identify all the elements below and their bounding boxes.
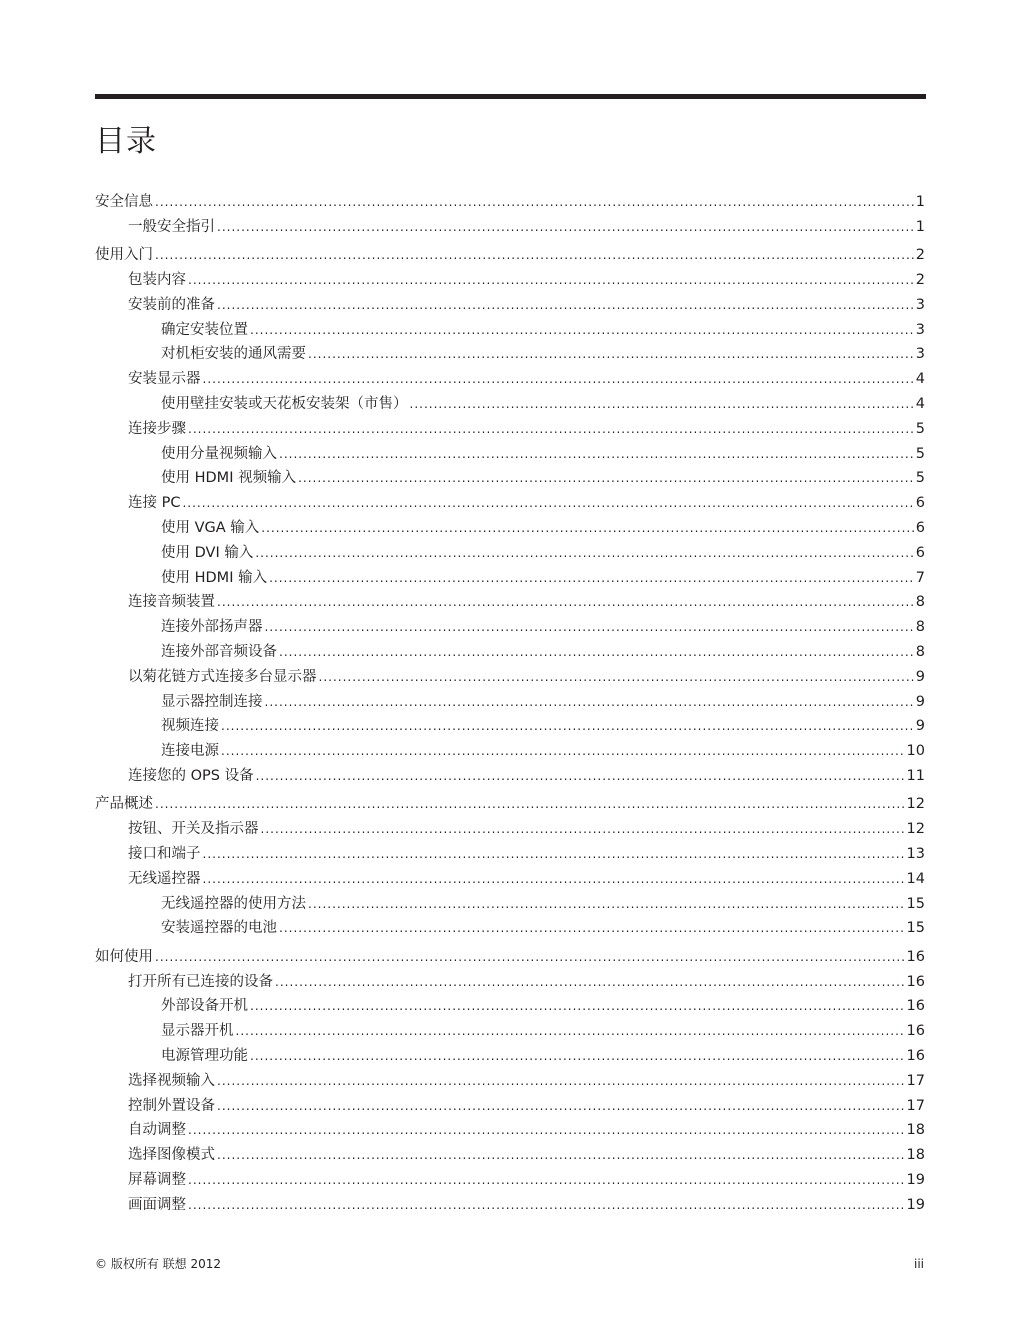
toc-entry[interactable] xyxy=(161,568,925,588)
toc-entry[interactable] xyxy=(161,468,925,488)
dot-leader xyxy=(265,617,914,637)
toc-entry-page: 16 xyxy=(906,1023,925,1040)
toc-entry-page: 16 xyxy=(906,1048,925,1064)
toc-entry-page: 2 xyxy=(915,247,925,264)
toc-entry-label: 使用 HDMI 视频输入 xyxy=(161,470,297,487)
dot-leader xyxy=(203,844,905,864)
toc-entry-label: 安全信息 xyxy=(95,194,153,210)
dot-leader xyxy=(261,518,913,538)
dot-leader xyxy=(250,996,905,1016)
footer-page-number: iii xyxy=(913,1257,924,1271)
toc-entry-label: 使用 HDMI 输入 xyxy=(161,569,268,586)
toc-entry-label: 自动调整 xyxy=(128,1122,186,1139)
toc-entry-label: 无线遥控器的使用方法 xyxy=(161,895,306,912)
toc-entry-label: 视频连接 xyxy=(161,718,219,735)
toc-entry-label: 连接音频装置 xyxy=(128,594,215,611)
toc-entry[interactable] xyxy=(161,741,925,761)
toc-entry-label: 如何使用 xyxy=(95,948,153,965)
toc-entry[interactable] xyxy=(161,543,925,563)
toc-entry-label: 连接您的 OPS 设备 xyxy=(128,768,254,784)
dot-leader xyxy=(217,217,914,237)
toc-entry[interactable] xyxy=(161,518,925,538)
toc-entry-page: 6 xyxy=(915,520,925,536)
toc-entry[interactable] xyxy=(128,1096,925,1116)
toc-entry[interactable] xyxy=(161,716,925,736)
dot-leader xyxy=(256,766,905,786)
toc-entry-page: 11 xyxy=(906,768,925,784)
toc-entry[interactable] xyxy=(128,869,925,889)
toc-entry-page: 14 xyxy=(906,870,925,887)
toc-entry-page: 19 xyxy=(906,1172,925,1188)
toc-entry-page: 5 xyxy=(915,420,925,437)
toc-entry-page: 12 xyxy=(906,796,925,813)
dot-leader xyxy=(410,394,914,414)
dot-leader xyxy=(221,741,905,761)
toc-entry-label: 按钮、开关及指示器 xyxy=(128,821,259,838)
dot-leader xyxy=(188,1195,905,1215)
toc-entry[interactable] xyxy=(128,419,925,439)
dot-leader xyxy=(217,592,914,612)
toc-entry-page: 12 xyxy=(906,821,925,838)
dot-leader xyxy=(269,568,914,588)
toc-entry-label: 选择图像模式 xyxy=(128,1147,215,1164)
dot-leader xyxy=(182,493,913,513)
toc-entry[interactable] xyxy=(161,642,925,662)
toc-entry-page: 6 xyxy=(915,544,925,561)
toc-entry-page: 4 xyxy=(915,396,925,412)
toc-entry-page: 8 xyxy=(915,644,925,660)
toc-entry-page: 8 xyxy=(915,619,925,636)
toc-entry-page: 3 xyxy=(915,346,925,363)
toc-entry-page: 15 xyxy=(906,920,925,937)
toc-entry[interactable] xyxy=(95,794,925,814)
toc-entry-page: 10 xyxy=(906,743,925,760)
dot-leader xyxy=(217,1096,905,1116)
toc-entry-page: 16 xyxy=(906,998,925,1015)
toc-entry-label: 使用 DVI 输入 xyxy=(161,544,254,561)
toc-entry[interactable] xyxy=(128,844,925,864)
toc-entry[interactable] xyxy=(95,947,925,967)
toc-entry[interactable] xyxy=(161,617,925,637)
toc-entry-label: 使用入门 xyxy=(95,247,153,264)
toc-entry[interactable] xyxy=(161,1046,925,1066)
dot-leader xyxy=(308,894,905,914)
dot-leader xyxy=(155,192,914,212)
toc-entry-label: 选择视频输入 xyxy=(128,1072,215,1089)
dot-leader xyxy=(203,869,905,889)
toc-entry-page: 16 xyxy=(906,948,925,965)
toc-entry[interactable] xyxy=(128,1170,925,1190)
toc-entry[interactable] xyxy=(161,1021,925,1041)
toc-entry[interactable] xyxy=(128,592,925,612)
dot-leader xyxy=(155,245,914,265)
toc-entry[interactable] xyxy=(128,1120,925,1140)
toc-entry-label: 安装前的准备 xyxy=(128,296,215,313)
toc-entry-page: 19 xyxy=(906,1196,925,1213)
toc-entry-label: 外部设备开机 xyxy=(161,998,248,1015)
dot-leader xyxy=(188,1120,905,1140)
dot-leader xyxy=(217,1071,905,1091)
toc-entry-page: 15 xyxy=(906,895,925,912)
toc-entry[interactable] xyxy=(161,344,925,364)
dot-leader xyxy=(279,642,914,662)
toc-entry-label: 安装显示器 xyxy=(128,371,201,388)
toc-entry[interactable] xyxy=(161,894,925,914)
toc-entry-label: 无线遥控器 xyxy=(128,870,201,887)
dot-leader xyxy=(217,1145,905,1165)
toc-entry[interactable] xyxy=(128,1071,925,1091)
toc-entry-label: 连接外部扬声器 xyxy=(161,619,263,636)
toc-entry[interactable] xyxy=(128,270,925,290)
toc-entry-label: 电源管理功能 xyxy=(161,1048,248,1064)
dot-leader xyxy=(188,419,914,439)
toc-entry-label: 以菊花链方式连接多台显示器 xyxy=(128,668,317,685)
toc-entry-page: 5 xyxy=(915,445,925,462)
toc-entry-page: 1 xyxy=(915,194,925,210)
toc-entry-page: 17 xyxy=(906,1097,925,1114)
toc-entry-label: 使用 VGA 输入 xyxy=(161,520,260,536)
dot-leader xyxy=(203,369,914,389)
toc-entry-label: 屏幕调整 xyxy=(128,1172,186,1188)
toc-entry-label: 显示器控制连接 xyxy=(161,693,263,710)
toc-entry-label: 连接 PC xyxy=(128,495,181,512)
toc-entry-label: 显示器开机 xyxy=(161,1023,234,1040)
toc-entry[interactable] xyxy=(161,918,925,938)
toc-entry-label: 包装内容 xyxy=(128,272,186,288)
toc-entry-page: 6 xyxy=(915,495,925,512)
dot-leader xyxy=(155,947,905,967)
toc-entry-label: 接口和端子 xyxy=(128,846,201,862)
toc-entry-page: 3 xyxy=(915,321,925,338)
toc-entry-page: 17 xyxy=(906,1072,925,1089)
toc-entry[interactable] xyxy=(128,369,925,389)
toc-entry-page: 5 xyxy=(915,470,925,487)
toc-entry-label: 使用分量视频输入 xyxy=(161,445,277,462)
toc-entry[interactable] xyxy=(128,1145,925,1165)
toc-entry-page: 3 xyxy=(915,296,925,313)
toc-entry-label: 使用壁挂安装或天花板安装架（市售） xyxy=(161,396,408,412)
toc-entry[interactable] xyxy=(95,245,925,265)
toc-entry-label: 控制外置设备 xyxy=(128,1097,215,1114)
toc-entry-label: 一般安全指引 xyxy=(128,218,215,235)
toc-entry-label: 产品概述 xyxy=(95,796,153,813)
toc-entry-page: 8 xyxy=(915,594,925,611)
dot-leader xyxy=(155,794,905,814)
dot-leader xyxy=(319,667,914,687)
footer-copyright: © 版权所有 联想 2012 xyxy=(95,1257,221,1271)
dot-leader xyxy=(275,972,905,992)
toc-entry[interactable] xyxy=(95,192,925,212)
toc-entry[interactable] xyxy=(161,394,925,414)
toc-entry-label: 对机柜安装的通风需要 xyxy=(161,346,306,363)
toc-entry-label: 连接步骤 xyxy=(128,420,186,437)
dot-leader xyxy=(298,468,914,488)
toc-entry[interactable] xyxy=(161,996,925,1016)
toc-entry-label: 连接外部音频设备 xyxy=(161,644,277,660)
dot-leader xyxy=(236,1021,905,1041)
toc-entry[interactable] xyxy=(128,766,925,786)
toc-entry-page: 7 xyxy=(915,569,925,586)
toc-entry-page: 13 xyxy=(906,846,925,862)
toc-entry-page: 4 xyxy=(915,371,925,388)
dot-leader xyxy=(308,344,914,364)
dot-leader xyxy=(188,1170,905,1190)
toc-entry-page: 2 xyxy=(915,272,925,288)
page-title: 目录 xyxy=(95,124,157,159)
toc-entry[interactable] xyxy=(128,493,925,513)
dot-leader xyxy=(265,692,914,712)
toc-entry[interactable] xyxy=(128,819,925,839)
toc-entry[interactable] xyxy=(128,972,925,992)
toc-entry-label: 打开所有已连接的设备 xyxy=(128,973,273,990)
toc-entry-page: 9 xyxy=(915,718,925,735)
dot-leader xyxy=(279,918,905,938)
toc-entry[interactable] xyxy=(128,667,925,687)
dot-leader xyxy=(279,444,914,464)
toc-entry[interactable] xyxy=(128,217,925,237)
toc-entry[interactable] xyxy=(161,444,925,464)
toc-entry-page: 9 xyxy=(915,668,925,685)
top-rule xyxy=(95,94,926,99)
toc-entry-page: 1 xyxy=(915,218,925,235)
dot-leader xyxy=(250,1046,905,1066)
dot-leader xyxy=(221,716,914,736)
toc-entry[interactable] xyxy=(161,692,925,712)
toc-entry[interactable] xyxy=(161,320,925,340)
dot-leader xyxy=(255,543,913,563)
toc-entry-page: 18 xyxy=(906,1147,925,1164)
toc-entry[interactable] xyxy=(128,1195,925,1215)
toc-entry-page: 9 xyxy=(915,693,925,710)
dot-leader xyxy=(188,270,914,290)
toc-entry-label: 画面调整 xyxy=(128,1196,186,1213)
dot-leader xyxy=(250,320,914,340)
toc-entry-page: 16 xyxy=(906,973,925,990)
dot-leader xyxy=(217,295,914,315)
toc-entry-label: 连接电源 xyxy=(161,743,219,760)
toc-entry-label: 确定安装位置 xyxy=(161,321,248,338)
toc-entry[interactable] xyxy=(128,295,925,315)
dot-leader xyxy=(261,819,905,839)
toc-entry-label: 安装遥控器的电池 xyxy=(161,920,277,937)
toc-entry-page: 18 xyxy=(906,1122,925,1139)
